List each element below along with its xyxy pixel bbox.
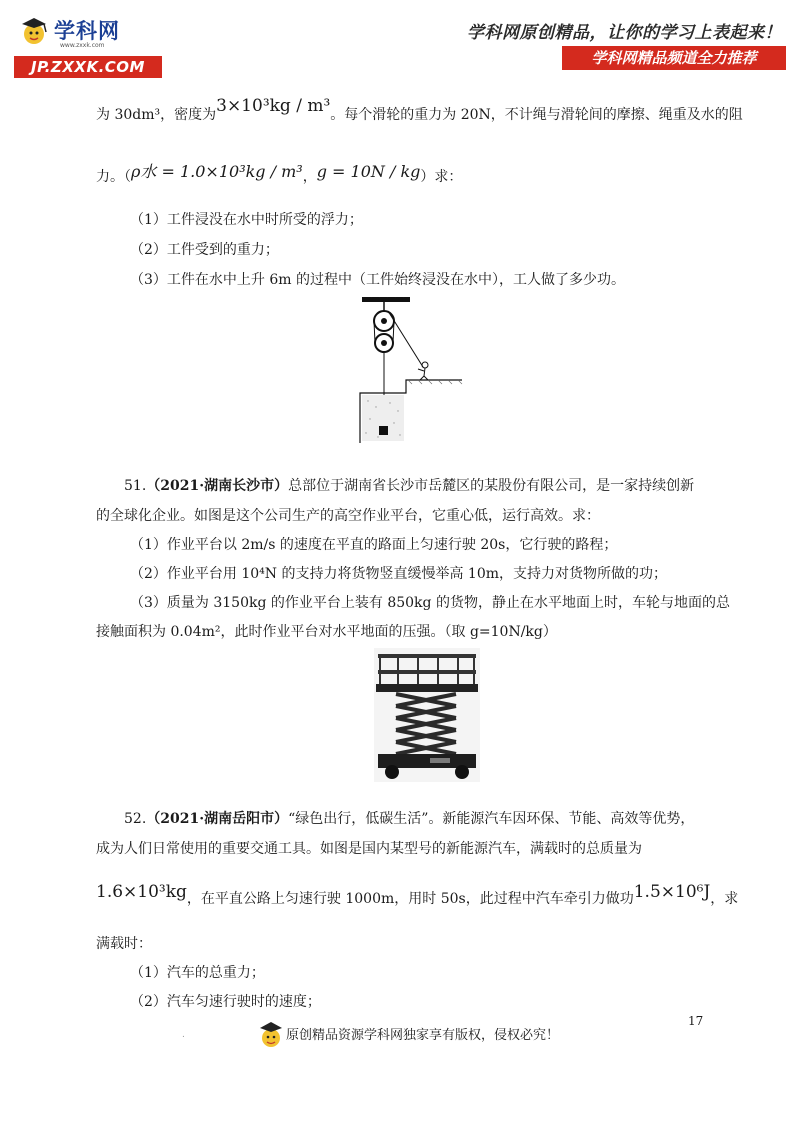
q50-line1-post: 。每个滑轮的重力为 20N，不计绳与滑轮间的摩擦、绳重及水的阻: [330, 107, 743, 123]
logo-small-url: www.zxxk.com: [60, 42, 105, 49]
q50-g-formula: g = 10N / kg: [316, 162, 421, 181]
q51-sub2: （2）作业平台用 10⁴N 的支持力将货物竖直缓慢举高 10m，支持力对货物所做的功；: [130, 566, 668, 582]
q50-sub3: （3）工件在水中上升 6m 的过程中（工件始终浸没在水中），工人做了多少功。: [130, 272, 625, 288]
q52-line1: [124, 809, 694, 829]
q50-sub2: （2）工件受到的重力；: [130, 242, 279, 258]
q51-sub1: （1）作业平台以 2m/s 的速度在平直的路面上匀速行驶 20s，它行驶的路程；: [130, 537, 618, 553]
aerial-work-platform-photo: [374, 648, 480, 782]
q52-mass-formula: 1.6×10³kg: [96, 882, 187, 902]
footer-copyright: 原创精品资源学科网独家享有版权，侵权必究！: [286, 1028, 560, 1043]
pulley-diagram: [358, 297, 468, 443]
q50-line1-pre: 为 30dm³，密度为: [96, 107, 217, 123]
q50-density-formula: 3×10³kg / m³: [216, 96, 331, 116]
q50-sub1: （1）工件浸没在水中时所受的浮力；: [130, 212, 363, 228]
q52-line3-mid: ，在平直公路上匀速行驶 1000m，用时 50s，此过程中汽车牵引力做功: [186, 891, 634, 907]
q52-line4: 满载时：: [96, 936, 152, 952]
q51-number: 51.: [124, 478, 147, 494]
q52-sub2: （2）汽车匀速行驶时的速度；: [130, 994, 321, 1010]
q52-line1-post: “绿色出行，低碳生活”。新能源汽车因环保、节能、高效等优势，: [288, 811, 695, 827]
logo: [14, 12, 162, 74]
logo-url-banner: JP.ZXXK.COM: [14, 56, 162, 78]
footer-mascot-icon: [258, 1019, 284, 1051]
q52-work-formula: 1.5×10⁶J: [633, 882, 711, 902]
q50-line2-pre: 力。（: [96, 169, 131, 185]
q52-source: （2021·湖南岳阳市）: [146, 811, 289, 827]
q51-line2: 的全球化企业。如图是这个公司生产的高空作业平台，它重心低，运行高效。求：: [96, 508, 600, 524]
q52-sub1: （1）汽车的总重力；: [130, 965, 265, 981]
logo-text: 学科网: [54, 19, 120, 43]
q51-line1: [124, 476, 694, 496]
header-slogan: 学科网原创精品，让你的学习上表起来！: [467, 23, 782, 43]
q50-line2-post: ）求：: [420, 169, 463, 185]
q52-line3: [96, 882, 739, 909]
q50-line1: [96, 96, 743, 125]
footer-dot: .: [182, 1030, 185, 1040]
q50-rho-formula: ρ水 = 1.0×10³kg / m³: [131, 162, 303, 181]
q52-number: 52.: [124, 811, 147, 827]
q51-source: （2021·湖南长沙市）: [146, 478, 289, 494]
recommend-banner: 学科网精品频道全力推荐: [562, 46, 786, 70]
q52-line2: 成为人们日常使用的重要交通工具。如图是国内某型号的新能源汽车，满载时的总质量为: [96, 841, 642, 857]
q51-line1-post: 总部位于湖南省长沙市岳麓区的某股份有限公司，是一家持续创新: [288, 478, 695, 494]
page-number: 17: [688, 1014, 704, 1028]
q50-line2-mid: ，: [302, 169, 317, 185]
q51-sub3a: （3）质量为 3150kg 的作业平台上装有 850kg 的货物，静止在水平地面上时，车轮与地面的总: [130, 595, 730, 611]
q51-sub3b: 接触面积为 0.04m²，此时作业平台对水平地面的压强。（取 g=10N/kg）: [96, 624, 557, 640]
q52-line3-post: ，求: [710, 891, 739, 907]
q50-line2: [96, 162, 463, 187]
